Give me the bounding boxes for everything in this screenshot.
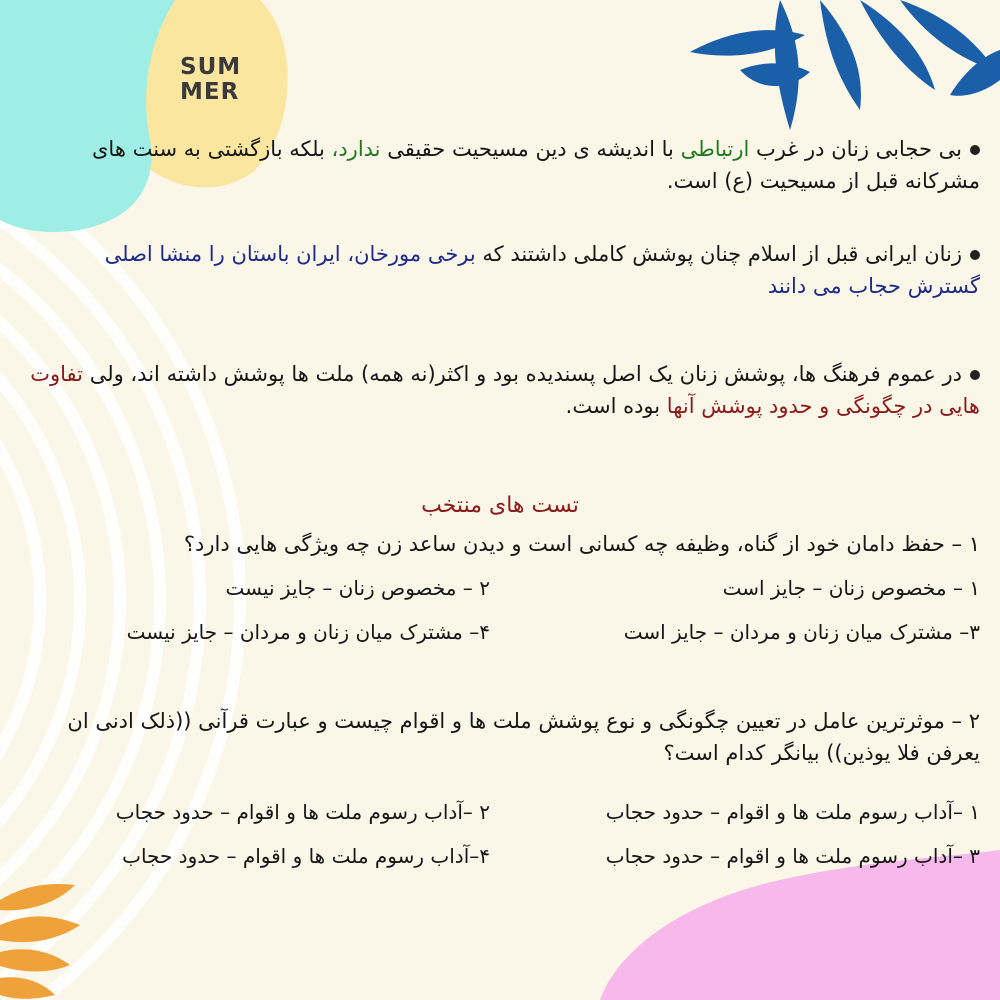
question-1-text: ۱ – حفظ دامان خود از گناه، وظیفه چه کسانی است و دیدن ساعد زن چه ویژگی هایی دارد؟ [183, 532, 980, 556]
q2-option-2: ۲ –آداب رسوم ملت ها و اقوام – حدود حجاب [115, 800, 490, 824]
bullet-paragraph-2 [30, 238, 980, 302]
bullet-3-text-c: بوده است. [565, 394, 667, 418]
bullet-2-highlight: برخی مورخان، ایران باستان را منشا اصلی گسترش حجاب می دانند [104, 242, 980, 298]
q2-option-3: ۳ –آداب رسوم ملت ها و اقوام – حدود حجاب [605, 844, 980, 868]
bullet-1-highlight-2: ندارد، [331, 137, 381, 161]
bullet-1-text-a: بی حجابی زنان در غرب [749, 137, 962, 161]
question-1-options [20, 566, 980, 654]
options-row [20, 790, 980, 834]
options-row [20, 610, 980, 654]
blue-leaf-decoration [690, 0, 1000, 130]
question-2-options [20, 790, 980, 878]
bullet-dot-icon [970, 250, 980, 260]
bullet-dot-icon [970, 370, 980, 380]
q1-option-4: ۴– مشترک میان زنان و مردان – جایز نیست [126, 620, 490, 644]
q1-option-3: ۳– مشترک میان زنان و مردان – جایز است [623, 620, 980, 644]
bullet-paragraph-1 [30, 133, 980, 197]
bullet-dot-icon [970, 145, 980, 155]
options-row [20, 834, 980, 878]
section-title: تست های منتخب [421, 493, 579, 518]
bullet-3-text-a: در عموم فرهنگ ها، پوشش زنان یک اصل پسندیده بود و اکثر(نه همه) ملت ها پوشش داشته اند، ولی [83, 362, 962, 386]
question-2-text: ۲ – موثرترین عامل در تعیین چگونگی و نوع پوشش ملت ها و اقوام چیست و عبارت قرآنی ((ذلک ادنی ان یعرفن فلا یوذین)) بیانگر کدام است؟ [67, 709, 980, 765]
bullet-paragraph-3 [30, 358, 980, 422]
logo-line-2: MER [180, 79, 240, 105]
q2-option-1: ۱ –آداب رسوم ملت ها و اقوام – حدود حجاب [605, 800, 980, 824]
summer-logo [180, 55, 241, 105]
options-row [20, 566, 980, 610]
bullet-1-text-c: با اندیشه ی دین مسیحیت حقیقی [380, 137, 681, 161]
bullet-3-highlight: تفاوت هایی در چگونگی و حدود پوشش آنها [30, 362, 980, 418]
bullet-1-text-e: بلکه بازگشتی به سنت های مشرکانه قبل از مسیحیت (ع) است. [91, 137, 980, 193]
bullet-2-text-a: زنان ایرانی قبل از اسلام چنان پوشش کاملی داشتند که [475, 242, 962, 266]
bullet-1-highlight-1: ارتباطی [680, 137, 750, 161]
q1-option-2: ۲ – مخصوص زنان – جایز نیست [225, 576, 490, 600]
q2-option-4: ۴–آداب رسوم ملت ها و اقوام – حدود حجاب [122, 844, 490, 868]
logo-line-1: SUM [180, 54, 242, 80]
q1-option-1: ۱ – مخصوص زنان – جایز است [722, 576, 980, 600]
